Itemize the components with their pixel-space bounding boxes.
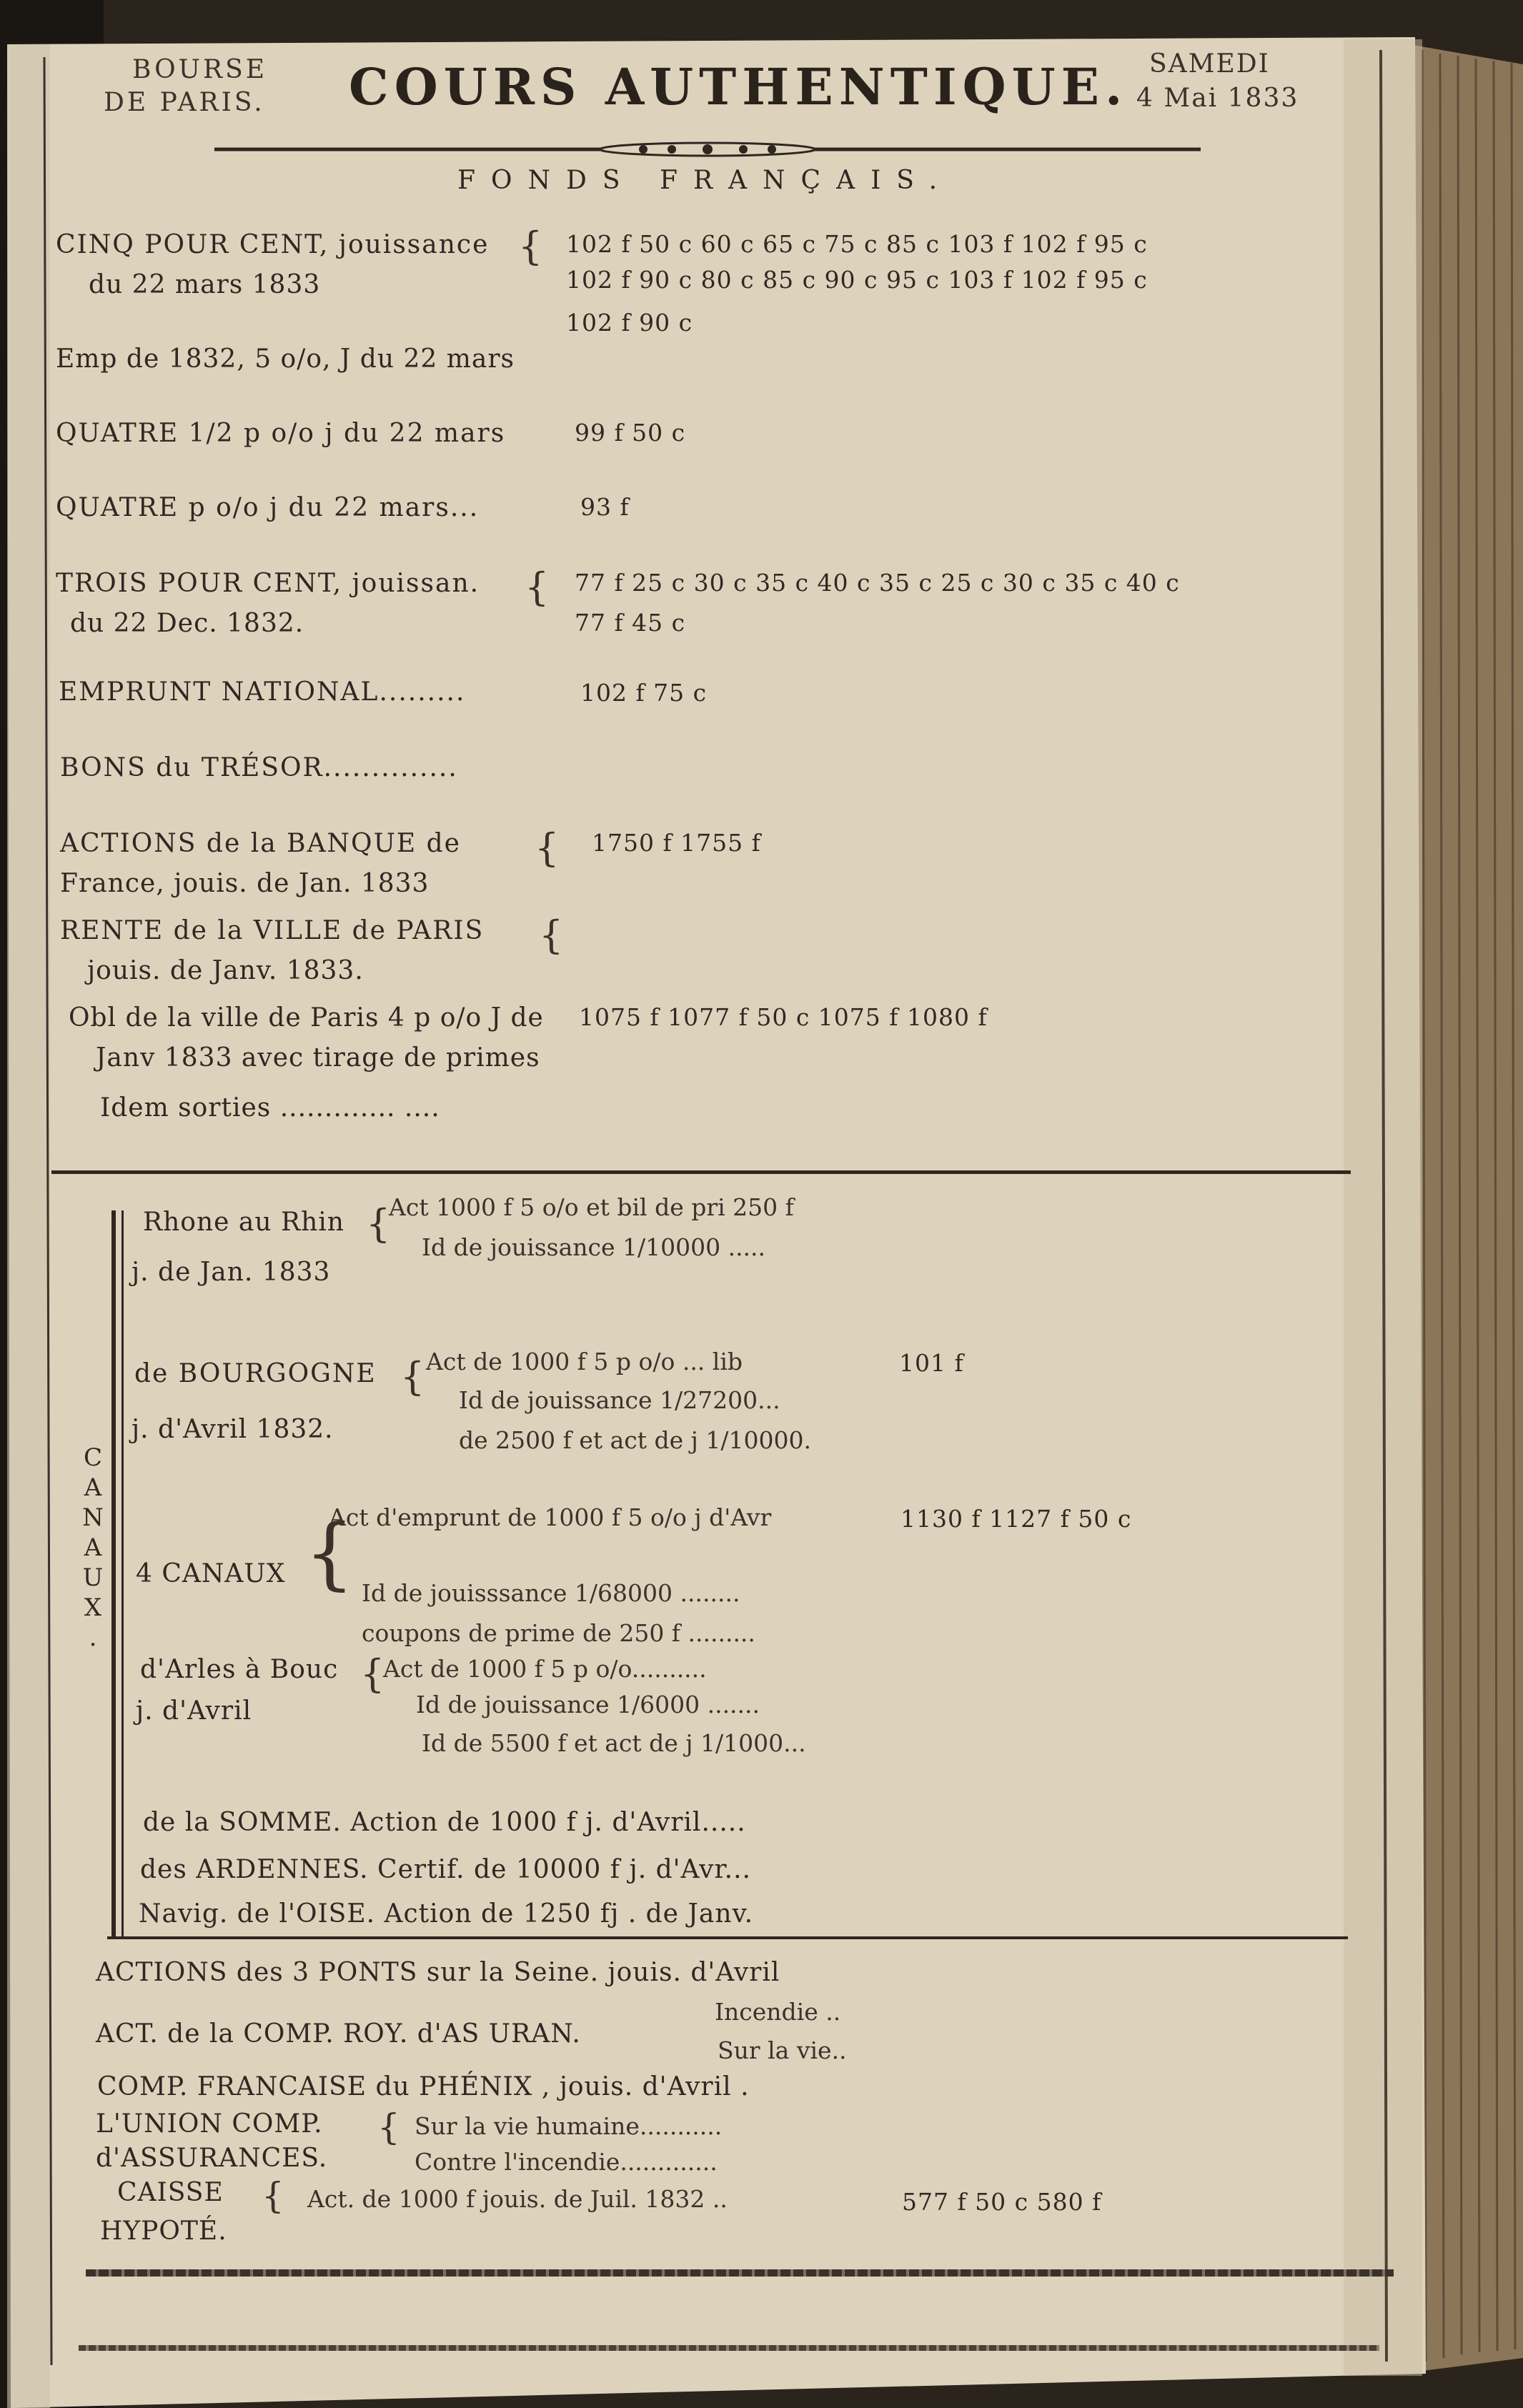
union-incendie: Contre l'incendie............. (415, 2148, 718, 2176)
ornamental-rule (214, 140, 1201, 159)
canaux-rule (111, 1210, 116, 1938)
somme-line: de la SOMME. Action de 1000 f j. d'Avril..... (143, 1808, 746, 1837)
rente-label-2: jouis. de Janv. 1833. (87, 956, 364, 985)
emp-1832-label: Emp de 1832, 5 o/o, J du 22 mars (56, 344, 515, 374)
quatre-value: 93 f (580, 493, 630, 521)
banque-label-2: France, jouis. de Jan. 1833 (60, 869, 430, 898)
bottom-rule (86, 2269, 1394, 2277)
banque-label-1: ACTIONS de la BANQUE de (60, 829, 461, 858)
caisse-label-1: CAISSE (117, 2178, 224, 2207)
rhone-label-1: Rhone au Rhin (143, 1208, 344, 1237)
union-brace: { (377, 2106, 400, 2148)
arles-act: Act de 1000 f 5 p o/o.......... (383, 1655, 707, 1683)
cinq-brace: { (518, 224, 543, 269)
cinq-values-2: 102 f 90 c 80 c 85 c 90 c 95 c 103 f 102 f 95 c (566, 266, 1148, 294)
trois-values-2: 77 f 45 c (575, 609, 686, 637)
quatre-canaux-brace: { (304, 1507, 354, 1598)
bons-tresor-label: BONS du TRÉSOR.............. (60, 753, 458, 782)
quatre-demi-label: QUATRE 1/2 p o/o j du 22 mars (56, 419, 506, 448)
obl-label-1: Obl de la ville de Paris 4 p o/o J de (69, 1003, 544, 1033)
phenix-line: COMP. FRANCAISE du PHÉNIX , jouis. d'Avril . (97, 2072, 750, 2101)
trois-brace: { (525, 564, 550, 610)
oise-line: Navig. de l'OISE. Action de 1250 fj . de Janv. (139, 1899, 754, 1929)
rhone-brace: { (366, 1201, 391, 1246)
header-left-line1: BOURSE (132, 55, 268, 84)
comp-roy-label: ACT. de la COMP. ROY. d'AS URAN. (96, 2019, 581, 2049)
quatre-label: QUATRE p o/o j du 22 mars... (56, 493, 480, 522)
emprunt-national-value: 102 f 75 c (580, 679, 708, 707)
emprunt-national-label: EMPRUNT NATIONAL......... (59, 677, 466, 707)
bourgogne-act: Act de 1000 f 5 p o/o ... lib (426, 1348, 743, 1375)
canaux-side-label: CANAUX. (79, 1443, 107, 1653)
header-left-line2: DE PARIS. (104, 88, 265, 117)
quatre-canaux-act: Act d'emprunt de 1000 f 5 o/o j d'Avr (329, 1503, 772, 1531)
rente-brace: { (539, 912, 564, 957)
header-date: 4 Mai 1833 (1136, 84, 1299, 113)
bourgogne-brace: { (400, 1354, 425, 1399)
divider (107, 1936, 1348, 1939)
banque-value: 1750 f 1755 f (592, 829, 761, 857)
rhone-act: Act 1000 f 5 o/o et bil de pri 250 f (389, 1193, 794, 1221)
ponts-line: ACTIONS des 3 PONTS sur la Seine. jouis. d'Avril (96, 1958, 780, 1987)
quatre-canaux-label: 4 CANAUX (136, 1559, 286, 1588)
trois-label-1: TROIS POUR CENT, jouissan. (56, 569, 480, 598)
quatre-demi-value: 99 f 50 c (575, 419, 686, 447)
rhone-label-2: j. de Jan. 1833 (132, 1258, 331, 1287)
cinq-values-1: 102 f 50 c 60 c 65 c 75 c 85 c 103 f 102 f 95 c (566, 230, 1148, 258)
bourgogne-label-1: de BOURGOGNE (134, 1359, 377, 1388)
arles-label-1: d'Arles à Bouc (140, 1655, 339, 1684)
cinq-label-2: du 22 mars 1833 (89, 270, 321, 299)
obl-value: 1075 f 1077 f 50 c 1075 f 1080 f (579, 1003, 988, 1031)
cinq-values-3: 102 f 90 c (566, 309, 693, 337)
union-vie: Sur la vie humaine........... (415, 2112, 723, 2140)
divider (51, 1170, 1351, 1174)
caisse-act: Act. de 1000 f jouis. de Juil. 1832 .. (307, 2185, 728, 2213)
section-title: FONDS FRANÇAIS. (457, 166, 953, 195)
arles-label-2: j. d'Avril (136, 1696, 252, 1726)
bourgogne-value: 101 f (899, 1349, 964, 1377)
arles-id-2: Id de 5500 f et act de j 1/1000... (422, 1729, 806, 1757)
trois-values-1: 77 f 25 c 30 c 35 c 40 c 35 c 25 c 30 c 35 c 40 c (575, 569, 1180, 597)
bourgogne-id: Id de jouissance 1/27200... (459, 1386, 780, 1414)
header-right-line1: SAMEDI (1149, 49, 1270, 79)
bourgogne-label-2: j. d'Avril 1832. (132, 1415, 334, 1444)
bourgogne-de: de 2500 f et act de j 1/10000. (459, 1426, 811, 1454)
banque-brace: { (535, 825, 560, 870)
arles-id-1: Id de jouissance 1/6000 ....... (416, 1691, 760, 1718)
caisse-value: 577 f 50 c 580 f (902, 2188, 1102, 2216)
caisse-brace: { (262, 2175, 284, 2217)
rente-label-1: RENTE de la VILLE de PARIS (60, 916, 485, 945)
quatre-canaux-value: 1130 f 1127 f 50 c (901, 1505, 1132, 1533)
page-title: COURS AUTHENTIQUE. (349, 57, 1128, 116)
comp-roy-vie: Sur la vie.. (718, 2036, 847, 2064)
quatre-canaux-id: Id de jouisssance 1/68000 ........ (362, 1579, 740, 1607)
cinq-label-1: CINQ POUR CENT, jouissance (56, 230, 490, 259)
trois-label-2: du 22 Dec. 1832. (70, 609, 304, 638)
canaux-rule-inner (121, 1210, 124, 1938)
ardennes-line: des ARDENNES. Certif. de 10000 f j. d'Avr... (140, 1855, 752, 1884)
comp-roy-incendie: Incendie .. (715, 1998, 841, 2026)
union-label-2: d'ASSURANCES. (96, 2144, 328, 2173)
bottom-rule (79, 2345, 1379, 2351)
caisse-label-2: HYPOTÉ. (100, 2217, 227, 2246)
obl-label-2: Janv 1833 avec tirage de primes (96, 1043, 540, 1073)
quatre-canaux-coupons: coupons de prime de 250 f ......... (362, 1619, 755, 1647)
rhone-id: Id de jouissance 1/10000 ..... (422, 1233, 766, 1261)
idem-sorties-label: Idem sorties ............. .... (100, 1093, 440, 1123)
arles-brace: { (360, 1651, 385, 1696)
union-label-1: L'UNION COMP. (96, 2109, 323, 2139)
